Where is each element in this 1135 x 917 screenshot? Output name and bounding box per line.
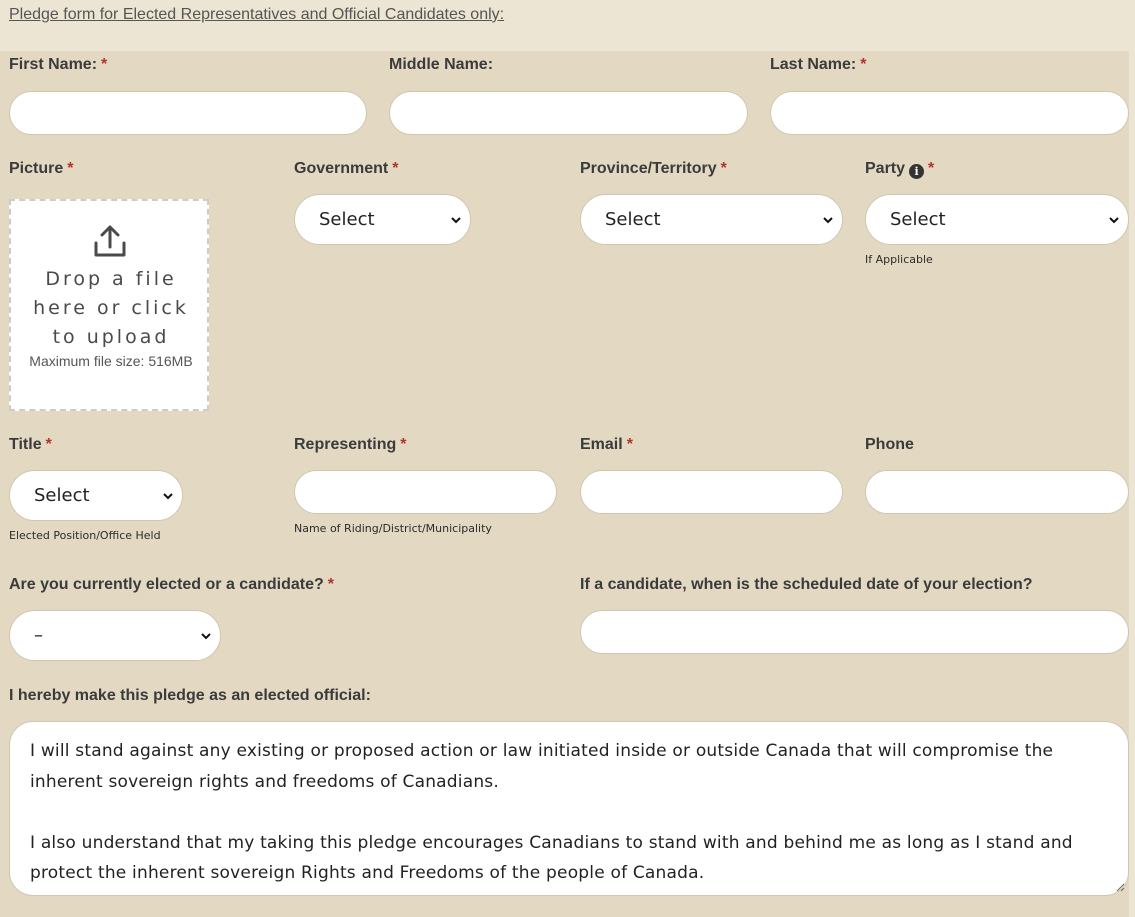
government-label: Government *: [294, 160, 399, 177]
party-select[interactable]: [865, 194, 1129, 245]
resize-grip-icon[interactable]: [1115, 882, 1125, 892]
required-marker: *: [400, 436, 407, 453]
pledge-paragraph-1: I will stand against any existing or proposed action or law initiated inside or outside Canada that will compromise the inherent sovereign rights and freedoms of Canadians.: [30, 741, 1054, 792]
government-selected: Select: [319, 209, 375, 230]
party-label: Party i *: [865, 160, 935, 178]
last-name-input[interactable]: [770, 91, 1129, 135]
upload-icon: [92, 223, 128, 259]
chevron-down-icon: [1108, 214, 1120, 226]
chevron-down-icon: [162, 490, 174, 502]
required-marker: *: [860, 56, 867, 73]
pledge-label: I hereby make this pledge as an elected official:: [9, 687, 371, 704]
election-date-label: If a candidate, when is the scheduled date of your election?: [580, 576, 1033, 593]
pledge-paragraph-2: I also understand that my taking this pledge encourages Canadians to stand with and behind me as long as I stand and protect the inherent sovereign Rights and Freedoms of the people of Canada.: [30, 832, 1073, 883]
title-selected: Select: [34, 485, 90, 506]
government-select[interactable]: [294, 194, 471, 245]
email-input[interactable]: [580, 470, 843, 514]
required-marker: *: [67, 160, 74, 177]
phone-input[interactable]: [865, 470, 1129, 514]
picture-label: Picture *: [9, 160, 74, 177]
first-name-label: First Name: *: [9, 56, 108, 73]
required-marker: *: [392, 160, 399, 177]
province-selected: Select: [605, 209, 661, 230]
required-marker: *: [327, 576, 334, 593]
representing-input[interactable]: [294, 470, 557, 514]
max-file-size: Maximum file size: 516MB: [29, 353, 193, 369]
first-name-input[interactable]: [9, 91, 367, 135]
status-selected: –: [34, 625, 43, 646]
chevron-down-icon: [450, 214, 462, 226]
picture-dropzone[interactable]: [9, 199, 209, 411]
email-label: Email *: [580, 436, 633, 453]
info-icon[interactable]: i: [909, 164, 924, 179]
required-marker: *: [101, 56, 108, 73]
title-label: Title *: [9, 436, 52, 453]
party-hint: If Applicable: [865, 253, 933, 266]
province-label: Province/Territory *: [580, 160, 727, 177]
title-select[interactable]: [9, 470, 183, 521]
middle-name-input[interactable]: [389, 91, 748, 135]
pledge-textarea[interactable]: [9, 721, 1129, 896]
last-name-label: Last Name: *: [770, 56, 867, 73]
province-select[interactable]: [580, 194, 843, 245]
required-marker: *: [720, 160, 727, 177]
title-hint: Elected Position/Office Held: [9, 529, 161, 542]
status-select[interactable]: [9, 610, 221, 661]
party-selected: Select: [890, 209, 946, 230]
required-marker: *: [45, 436, 52, 453]
representing-label: Representing *: [294, 436, 407, 453]
election-date-input[interactable]: [580, 610, 1129, 654]
middle-name-label: Middle Name:: [389, 56, 494, 73]
phone-label: Phone: [865, 436, 914, 453]
pledge-form-link[interactable]: Pledge form for Elected Representatives and Official Candidates only:: [9, 6, 505, 23]
required-marker: *: [928, 160, 935, 177]
representing-hint: Name of Riding/District/Municipality: [294, 522, 492, 535]
status-label: Are you currently elected or a candidate? *: [9, 576, 334, 593]
chevron-down-icon: [200, 630, 212, 642]
chevron-down-icon: [822, 214, 834, 226]
required-marker: *: [626, 436, 633, 453]
dropzone-text: Drop a file here or click to upload: [33, 268, 189, 348]
